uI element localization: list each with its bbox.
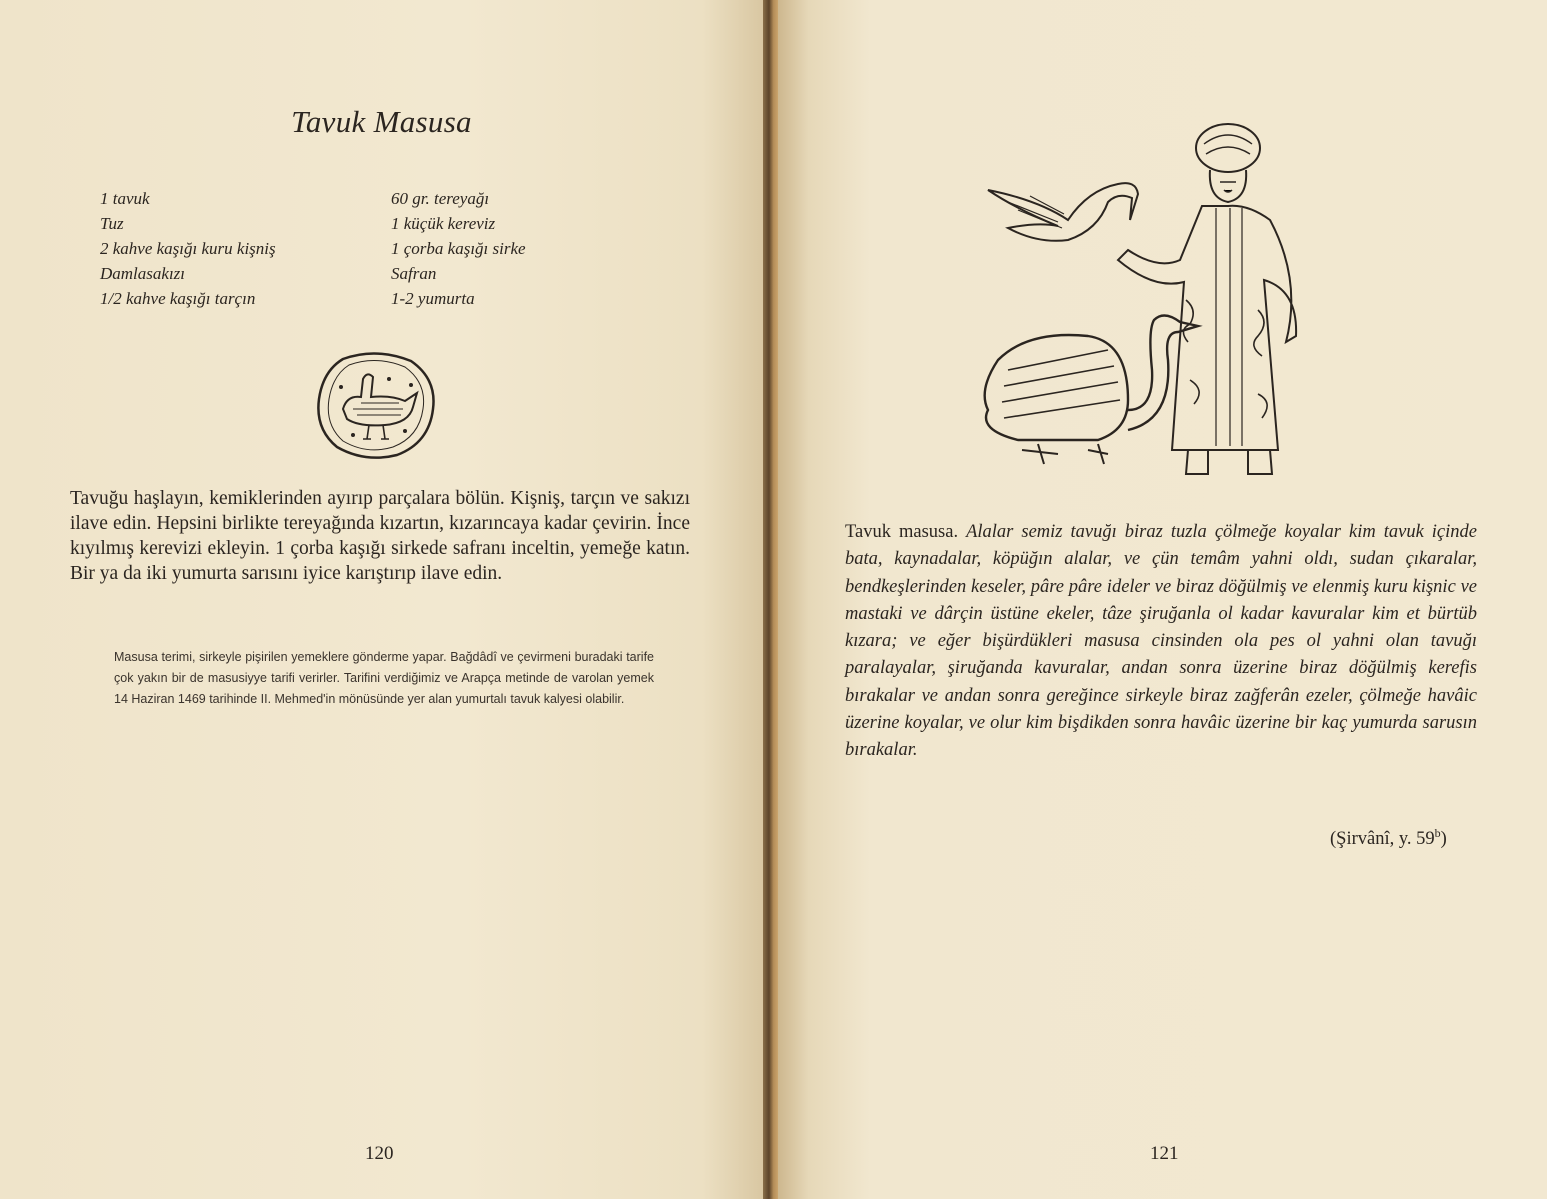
historical-text-body: Alalar semiz tavuğı biraz tuzla çölmeğe koyalar kim tavuk içinde bata, kaynadalar, köpüğın alalar, ve çün temâm yahni oldı, sudan çıkaralar, bendkeşlerinden keseler, pâre pâre ideler ve biraz döğülmiş ve elenmiş kuru kişnic ve mastaki ve dârçin üstüne ekeler, tâze şiruğanla ol kadar kavuralar kim et bürtüb kızara; ve eğer bişürdükleri masusa cinsinden ola pes ol yahni olan tavuğı paralayalar, şiruğanda kavuralar, andan sonra üzerine biraz döğülmiş kerefis bırakalar ve andan sonra gereğince sirkeyle biraz zağferân ezeler, çölmeğe havâic üzerine koyalar, ve olur kim bişdikden sonra havâic üzerine bir kaç yumurda sarusın bırakalar. [845,522,1477,761]
ingredient: 60 gr. tereyağı [391,189,490,208]
ingredient: Safran [391,264,437,283]
right-page [778,0,1547,1199]
historical-text-lead: Tavuk masusa. [845,522,959,542]
man-with-birds-illustration-icon [958,110,1338,490]
citation-text: (Şirvânî, y. 59 [1330,829,1435,850]
footnote [114,647,654,710]
page-number-right: 121 [1150,1143,1179,1164]
recipe-title: Tavuk Masusa [291,104,472,139]
ingredient: 1 tavuk [100,189,150,208]
page-number-left: 120 [365,1143,394,1164]
ingredient: 1-2 yumurta [391,289,475,308]
ingredients-column-1 [100,186,276,311]
citation [1330,826,1447,850]
citation-end: ) [1440,829,1447,850]
ingredient: 1/2 kahve kaşığı tarçın [100,289,256,308]
ingredients-column-2 [391,186,526,311]
ingredient: 1 küçük kereviz [391,214,496,233]
ingredient: Tuz [100,214,124,233]
book-gutter [763,0,778,1199]
hen-plate-illustration-icon [313,351,439,461]
left-page [0,0,763,1199]
historical-recipe-text [845,519,1477,765]
recipe-instructions [70,486,690,586]
ingredient: 1 çorba kaşığı sirke [391,239,526,258]
ingredient: Damlasakızı [100,264,185,283]
ingredient: 2 kahve kaşığı kuru kişniş [100,239,276,258]
instructions-paragraph: Tavuğu haşlayın, kemiklerinden ayırıp parçalara bölün. Kişniş, tarçın ve sakızı ilave edin. Hepsini birlikte tereyağında kızartın, kızarıncaya kadar çevirin. İnce kıyılmış kerevizi ekleyin. 1 çorba kaşığı sirkede safranı inceltin, yemeğe katın. Bir ya da iki yumurta sarısını iyice karıştırıp ilave edin. [70,488,690,584]
footnote-text: Masusa terimi, sirkeyle pişirilen yemeklere gönderme yapar. Bağdâdî ve çevirmeni buradaki tarife çok yakın bir de masusiyye tarifi verirler. Tarifini verdiğimiz ve Arapça metinde de varolan yemek 14 Haziran 1469 tarihinde II. Mehmed'in mönüsünde yer alan yumurtalı tavuk kalyesi olabilir. [114,650,654,706]
citation-superscript: b [1434,826,1441,840]
